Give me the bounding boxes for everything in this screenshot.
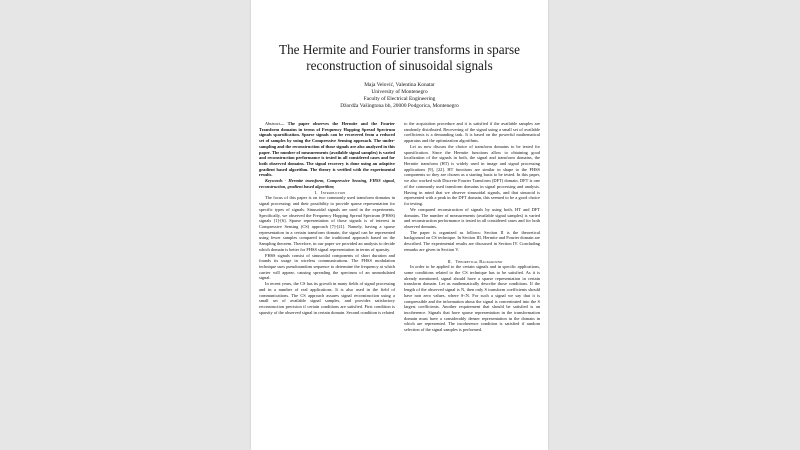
intro-paragraph-7: The paper is organized as follows: Section II is the theoretical background on CS technique. In Section III, Hermite and Fourier domain are described. The experimental results are discussed in Section IV. Concluding remarks are given in Section V. bbox=[404, 229, 540, 252]
heading-text: Introduction bbox=[321, 189, 346, 195]
right-column bbox=[404, 121, 540, 333]
intro-paragraph-5: Let us now discuss the choice of transform domains to be tested for sparsification. Since the Hermite functions allow to obtaining good localization of the signals in both, the signal and transform domains, the Hermite transform (HT) is widely used in image and signal processing applications [9], [22]. HT functions are similar in shape to the FHSS components so they are chosen as a starting basis to be tested. In this paper, we also worked with Discrete Fourier Transform (DFT) domain. DFT is one of the commonly used transform domains in signal processing and analysis. Having in mind that we observe sinusoidal signals, and that sinusoid is represented with a peak in the DFT domain, this seemed to be a good choice for testing. bbox=[404, 143, 540, 207]
background-paragraph-1: In order to be applied to the certain signals and in specific applications, some conditions related to the CS technique has to be satisfied. As it is already mentioned, signal should have a sparse representation in certain transform domain. Let us mathematically describe those conditions. If the length of the observed signal is N, then only S transform coefficients should have non zero values, where S<N. For such a signal we say that it is compressible and the information about the signal is concentrated into the S largest coefficients. Another requirement that should be satisfied is an incoherence. Signals that have sparse representation in the transformation domain must have a considerably denser representation in the domain in which are represented. The incoherence condition is satisfied if random selection of the signal samples is performed. bbox=[404, 264, 540, 333]
intro-paragraph-4: to the acquisition procedure and it is satisfied if the available samples are randomly distributed. Recovering of the signal using a small set of available coefficients is a demanding task. It is based on the powerful mathematical apparatus and the optimization algorithms. bbox=[404, 121, 540, 144]
heading-number: I. bbox=[314, 189, 318, 195]
heading-text: Theoretical Background bbox=[455, 258, 503, 264]
paper-page bbox=[251, 0, 548, 450]
heading-number: II. bbox=[447, 258, 452, 264]
affiliation-address: Džordža Vašingtona bb, 20000 Podgorica, Montenegro bbox=[340, 102, 459, 109]
author-names: Maja Velović, Valentina Konatar bbox=[364, 82, 435, 88]
abstract bbox=[259, 121, 395, 178]
intro-paragraph-6: We compared reconstruction of signals by using both, HT and DFT domains. The number of measurements (available signal samples) is varied and reconstruction performance is tested in all considered cases and for both observed domains. bbox=[404, 206, 540, 229]
intro-paragraph-3: In recent years, the CS has its growth in many fields of signal processing and in a number of real applications. It is also used in the field of communications. The CS approach assures signal reconstruction using a small set of available signal samples, and provides satisfactory reconstruction precision if certain conditions are satisfied. First condition is sparsity of the observed signal in certain domain. Second condition is related bbox=[259, 281, 395, 315]
intro-paragraph-2: FHSS signals consist of sinusoidal components of short duration and founds its usage in wireless communications. The FHSS modulation technique uses pseudorandom sequence to determine the frequency at which carrier will appear, causing spreading the spectrum of an unmodulated signal. bbox=[259, 252, 395, 281]
affiliation-faculty: Faculty of Electrical Engineering bbox=[363, 95, 436, 102]
abstract-text: — The paper observes the Hermite and the Fourier Transform domains in terms of Frequency Hopping Spread Spectrum signals sparsification. Sparse signals can be recovered from a reduced set of samples by using the Compressive Sensing approach. The under-sampling and the reconstruction of those signals are also analyzed in this paper. The number of measurements (available signal samples) is varied and reconstruction performance is tested in all considered cases and for both observed domains. The signal recovery is done using an adaptive gradient based algorithm. The theory is verified with the experimental results. bbox=[259, 121, 395, 178]
author-block bbox=[261, 82, 538, 110]
title-line-1: The Hermite and Fourier transforms in sparse bbox=[279, 42, 520, 57]
left-column bbox=[259, 121, 395, 315]
affiliation-university: University of Montenegro bbox=[371, 88, 428, 95]
abstract-label: Abstract bbox=[265, 121, 280, 126]
keywords: Keywords - Hermite transform, Compressive Sensing, FHSS signal, reconstruction, gradient based algorithm; bbox=[259, 178, 395, 189]
title-line-2: reconstruction of sinusoidal signals bbox=[306, 58, 493, 73]
paper-title bbox=[261, 42, 538, 74]
intro-paragraph-1: The focus of this paper is on two commonly used transform domains in signal processing; and their possibility to provide sparse representation for specific types of signals. Sinusoidal signals are used in the experiments. Specifically, we observed the Frequency Hopping Spread Spectrum (FHSS) signals [1]-[6]. Sparse representation of those signals is of interest in Compressive Sensing (CS) approach [7]-[21]. Namely, having a sparse representation in a certain transform domain, the signal can be represented using fewer samples compared to the traditional approach based on the Sampling theorem. Therefore, in our paper we provided an analysis to decide which domain is better for FHSS signal representation in terms of sparsity. bbox=[259, 195, 395, 252]
